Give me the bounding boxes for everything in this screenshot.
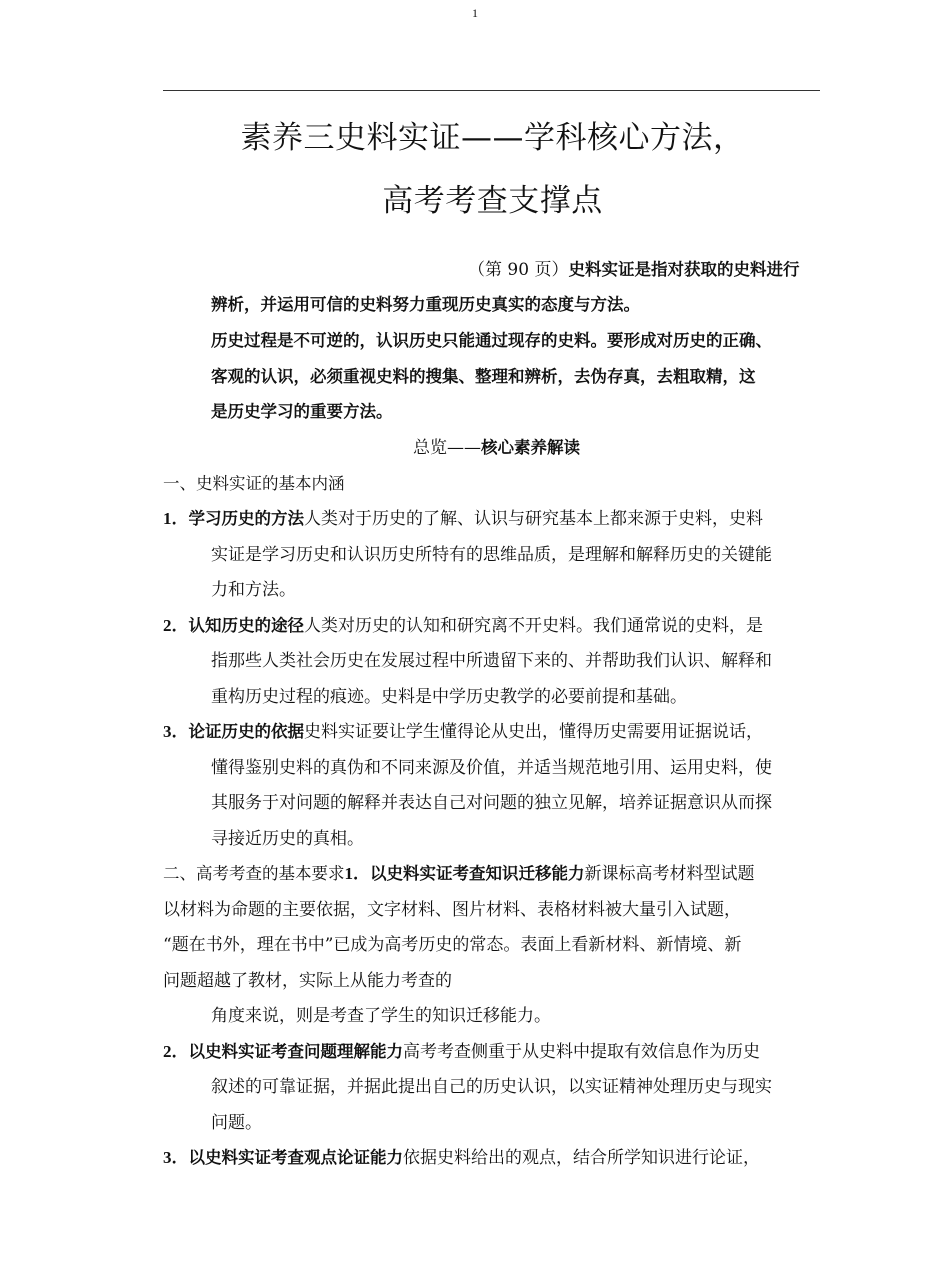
intro-definition-line-1 bbox=[468, 258, 799, 282]
item-label: 以史料实证考查知识迁移能力 bbox=[370, 864, 585, 883]
section-1-item-3-line-1 bbox=[163, 720, 763, 744]
section-2-item-2-line-3: 问题。 bbox=[211, 1113, 262, 1133]
definition-start: 史料实证是指对获取的史料进行 bbox=[568, 260, 800, 279]
section-2-item-2-line-2: 叙述的可靠证据，并据此提出自己的历史认识，以实证精神处理历史与现实 bbox=[211, 1077, 772, 1097]
item-number: 1． bbox=[344, 864, 370, 883]
section-2-item-1-line-5: 角度来说，则是考查了学生的知识迁移能力。 bbox=[211, 1006, 551, 1026]
section-1-item-2-line-3: 重构历史过程的痕迹。史料是中学历史教学的必要前提和基础。 bbox=[211, 687, 687, 707]
item-label: 以史料实证考查问题理解能力 bbox=[188, 1042, 403, 1061]
item-number: 2． bbox=[163, 1042, 189, 1061]
document-title-line-1: 素养三史料实证——学科核心方法， bbox=[240, 120, 745, 156]
section-2-item-1-line-2: 以材料为命题的主要依据，文字材料、图片材料、表格材料被大量引入试题， bbox=[163, 900, 741, 920]
section-1-item-3-line-3: 其服务于对问题的解释并表达自己对问题的独立见解，培养证据意识从而探 bbox=[211, 793, 772, 813]
intro-paragraph-line-1: 历史过程是不可逆的，认识历史只能通过现存的史料。要形成对历史的正确、 bbox=[211, 331, 772, 350]
section-2-item-1-line-3: “题在书外，理在书中”已成为高考历史的常态。表面上看新材料、新情境、新 bbox=[163, 935, 742, 955]
section-1-item-2-line-1 bbox=[163, 614, 763, 638]
overview-prefix: 总览—— bbox=[413, 438, 481, 458]
item-label: 学习历史的方法 bbox=[188, 509, 304, 528]
item-number: 3． bbox=[163, 1148, 189, 1167]
item-label: 以史料实证考查观点论证能力 bbox=[188, 1148, 403, 1167]
section-1-item-1-line-3: 力和方法。 bbox=[211, 580, 296, 600]
item-label: 论证历史的依据 bbox=[188, 722, 304, 741]
section-1-item-3-line-4: 寻接近历史的真相。 bbox=[211, 829, 364, 849]
intro-definition-line-2: 辨析，并运用可信的史料努力重现历史真实的态度与方法。 bbox=[211, 295, 640, 314]
section-1-item-1-line-2: 实证是学习历史和认识历史所特有的思维品质，是理解和解释历史的关键能 bbox=[211, 545, 772, 565]
item-text: 人类对历史的认知和研究离不开史料。我们通常说的史料，是 bbox=[304, 616, 763, 636]
item-text: 人类对于历史的了解、认识与研究基本上都来源于史料，史料 bbox=[304, 509, 763, 529]
section-2-item-2-line-1 bbox=[163, 1040, 760, 1064]
item-number: 2． bbox=[163, 616, 189, 635]
section-2-item-1-line-4: 问题超越了教材，实际上从能力考查的 bbox=[163, 971, 452, 991]
page-number: 1 bbox=[472, 6, 478, 20]
item-number: 1． bbox=[163, 509, 189, 528]
section-1-heading: 一、史料实证的基本内涵 bbox=[163, 474, 345, 493]
section-1-item-3-line-2: 懂得鉴别史料的真伪和不同来源及价值，并适当规范地引用、运用史料，使 bbox=[211, 758, 772, 778]
intro-paragraph-line-2: 客观的认识，必须重视史料的搜集、整理和辨析，去伪存真，去粗取精，这 bbox=[211, 367, 756, 386]
header-rule bbox=[163, 90, 820, 91]
overview-label: 核心素养解读 bbox=[481, 438, 580, 457]
section-2-heading: 二、高考考查的基本要求 bbox=[163, 864, 345, 883]
document-title-line-2: 高考考查支撑点 bbox=[382, 183, 603, 219]
section-2-item-1-line-1 bbox=[163, 862, 755, 886]
item-text: 依据史料给出的观点，结合所学知识进行论证， bbox=[403, 1148, 760, 1168]
item-label: 认知历史的途径 bbox=[188, 616, 304, 635]
overview-heading bbox=[413, 436, 580, 460]
item-text: 高考考查侧重于从史料中提取有效信息作为历史 bbox=[403, 1042, 760, 1062]
section-2-item-3-line-1 bbox=[163, 1146, 760, 1170]
section-1-item-1-line-1 bbox=[163, 507, 763, 531]
item-text: 史料实证要让学生懂得论从史出，懂得历史需要用证据说话， bbox=[304, 722, 763, 742]
section-1-item-2-line-2: 指那些人类社会历史在发展过程中所遗留下来的、并帮助我们认识、解释和 bbox=[211, 651, 772, 671]
item-text: 新课标高考材料型试题 bbox=[584, 864, 755, 884]
intro-paragraph-line-3: 是历史学习的重要方法。 bbox=[211, 402, 393, 421]
item-number: 3． bbox=[163, 722, 189, 741]
page-reference: （第 90 页） bbox=[468, 260, 569, 280]
